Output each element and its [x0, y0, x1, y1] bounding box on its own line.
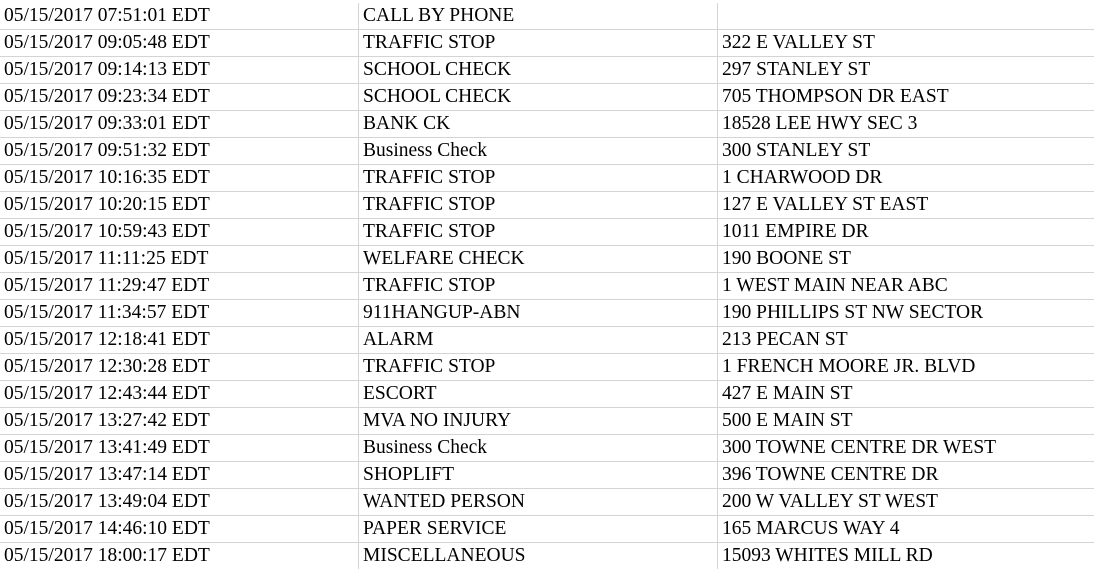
cell-address[interactable]: 1 CHARWOOD DR	[722, 167, 883, 188]
cell-call-type[interactable]: SHOPLIFT	[359, 462, 718, 488]
table-row	[0, 516, 1094, 543]
table-row	[0, 273, 1094, 300]
cell-datetime[interactable]: 05/15/2017 12:30:28 EDT	[0, 354, 359, 380]
cell-datetime[interactable]: 05/15/2017 09:33:01 EDT	[0, 111, 359, 137]
table-row	[0, 192, 1094, 219]
cell-address[interactable]: 190 PHILLIPS ST NW SECTOR	[722, 302, 984, 323]
cell-call-type[interactable]: TRAFFIC STOP	[359, 165, 718, 191]
table-row	[0, 219, 1094, 246]
table-row	[0, 408, 1094, 435]
table-row	[0, 111, 1094, 138]
cell-datetime[interactable]: 05/15/2017 13:27:42 EDT	[0, 408, 359, 434]
cell-address[interactable]: 427 E MAIN ST	[722, 383, 853, 404]
cell-call-type[interactable]: TRAFFIC STOP	[359, 30, 718, 56]
cell-address[interactable]: 165 MARCUS WAY 4	[722, 518, 900, 539]
cell-call-type[interactable]: WELFARE CHECK	[359, 246, 718, 272]
table-row	[0, 30, 1094, 57]
cell-datetime[interactable]: 05/15/2017 09:51:32 EDT	[0, 138, 359, 164]
cell-datetime[interactable]: 05/15/2017 18:00:17 EDT	[0, 543, 359, 569]
table-row	[0, 354, 1094, 381]
cell-datetime[interactable]: 05/15/2017 10:16:35 EDT	[0, 165, 359, 191]
cell-call-type[interactable]: WANTED PERSON	[359, 489, 718, 515]
cell-call-type[interactable]: TRAFFIC STOP	[359, 192, 718, 218]
table-row	[0, 462, 1094, 489]
cell-datetime[interactable]: 05/15/2017 12:43:44 EDT	[0, 381, 359, 407]
cell-datetime[interactable]: 05/15/2017 07:51:01 EDT	[0, 3, 359, 29]
cell-call-type[interactable]: SCHOOL CHECK	[359, 84, 718, 110]
cell-call-type[interactable]: BANK CK	[359, 111, 718, 137]
cell-datetime[interactable]: 05/15/2017 11:11:25 EDT	[0, 246, 359, 272]
cell-address[interactable]: 1011 EMPIRE DR	[722, 221, 869, 242]
cell-datetime[interactable]: 05/15/2017 11:29:47 EDT	[0, 273, 359, 299]
cell-call-type[interactable]: CALL BY PHONE	[359, 3, 718, 29]
cell-address[interactable]: 300 STANLEY ST	[722, 140, 871, 161]
table-row	[0, 84, 1094, 111]
cell-call-type[interactable]: PAPER SERVICE	[359, 516, 718, 542]
cell-datetime[interactable]: 05/15/2017 09:14:13 EDT	[0, 57, 359, 83]
table-row	[0, 165, 1094, 192]
table-row	[0, 327, 1094, 354]
cell-address[interactable]: 1 FRENCH MOORE JR. BLVD	[722, 356, 976, 377]
table-row	[0, 489, 1094, 516]
cell-datetime[interactable]: 05/15/2017 11:34:57 EDT	[0, 300, 359, 326]
cell-call-type[interactable]: Business Check	[359, 138, 718, 164]
cell-address[interactable]: 705 THOMPSON DR EAST	[722, 86, 949, 107]
cell-address[interactable]: 1 WEST MAIN NEAR ABC	[722, 275, 948, 296]
cell-address[interactable]: 190 BOONE ST	[722, 248, 851, 269]
cell-call-type[interactable]: MISCELLANEOUS	[359, 543, 718, 569]
cell-datetime[interactable]: 05/15/2017 13:47:14 EDT	[0, 462, 359, 488]
table-row	[0, 3, 1094, 30]
cell-address[interactable]: 213 PECAN ST	[722, 329, 848, 350]
cell-call-type[interactable]: TRAFFIC STOP	[359, 273, 718, 299]
cell-address[interactable]: 127 E VALLEY ST EAST	[722, 194, 929, 215]
table-row	[0, 300, 1094, 327]
table-row	[0, 138, 1094, 165]
cell-address[interactable]: 500 E MAIN ST	[722, 410, 853, 431]
cell-call-type[interactable]: MVA NO INJURY	[359, 408, 718, 434]
cell-call-type[interactable]: SCHOOL CHECK	[359, 57, 718, 83]
cell-datetime[interactable]: 05/15/2017 10:20:15 EDT	[0, 192, 359, 218]
cell-datetime[interactable]: 05/15/2017 12:18:41 EDT	[0, 327, 359, 353]
cell-datetime[interactable]: 05/15/2017 14:46:10 EDT	[0, 516, 359, 542]
table-row	[0, 543, 1094, 570]
cell-address[interactable]: 300 TOWNE CENTRE DR WEST	[722, 437, 997, 458]
cell-datetime[interactable]: 05/15/2017 13:49:04 EDT	[0, 489, 359, 515]
cell-call-type[interactable]: TRAFFIC STOP	[359, 354, 718, 380]
table-row	[0, 435, 1094, 462]
cell-datetime[interactable]: 05/15/2017 09:23:34 EDT	[0, 84, 359, 110]
table-row	[0, 246, 1094, 273]
cell-address[interactable]: 297 STANLEY ST	[722, 59, 871, 80]
table-row	[0, 381, 1094, 408]
cell-address[interactable]: 322 E VALLEY ST	[722, 32, 875, 53]
spreadsheet-grid	[0, 3, 1094, 570]
cell-call-type[interactable]: Business Check	[359, 435, 718, 461]
cell-address[interactable]: 18528 LEE HWY SEC 3	[722, 113, 918, 134]
cell-call-type[interactable]: 911HANGUP-ABN	[359, 300, 718, 326]
cell-address[interactable]	[718, 3, 1094, 29]
cell-call-type[interactable]: ALARM	[359, 327, 718, 353]
cell-address[interactable]: 200 W VALLEY ST WEST	[722, 491, 938, 512]
cell-address[interactable]: 396 TOWNE CENTRE DR	[722, 464, 939, 485]
table-row	[0, 57, 1094, 84]
cell-datetime[interactable]: 05/15/2017 09:05:48 EDT	[0, 30, 359, 56]
cell-datetime[interactable]: 05/15/2017 10:59:43 EDT	[0, 219, 359, 245]
cell-call-type[interactable]: ESCORT	[359, 381, 718, 407]
cell-address[interactable]: 15093 WHITES MILL RD	[722, 545, 933, 566]
cell-call-type[interactable]: TRAFFIC STOP	[359, 219, 718, 245]
cell-datetime[interactable]: 05/15/2017 13:41:49 EDT	[0, 435, 359, 461]
